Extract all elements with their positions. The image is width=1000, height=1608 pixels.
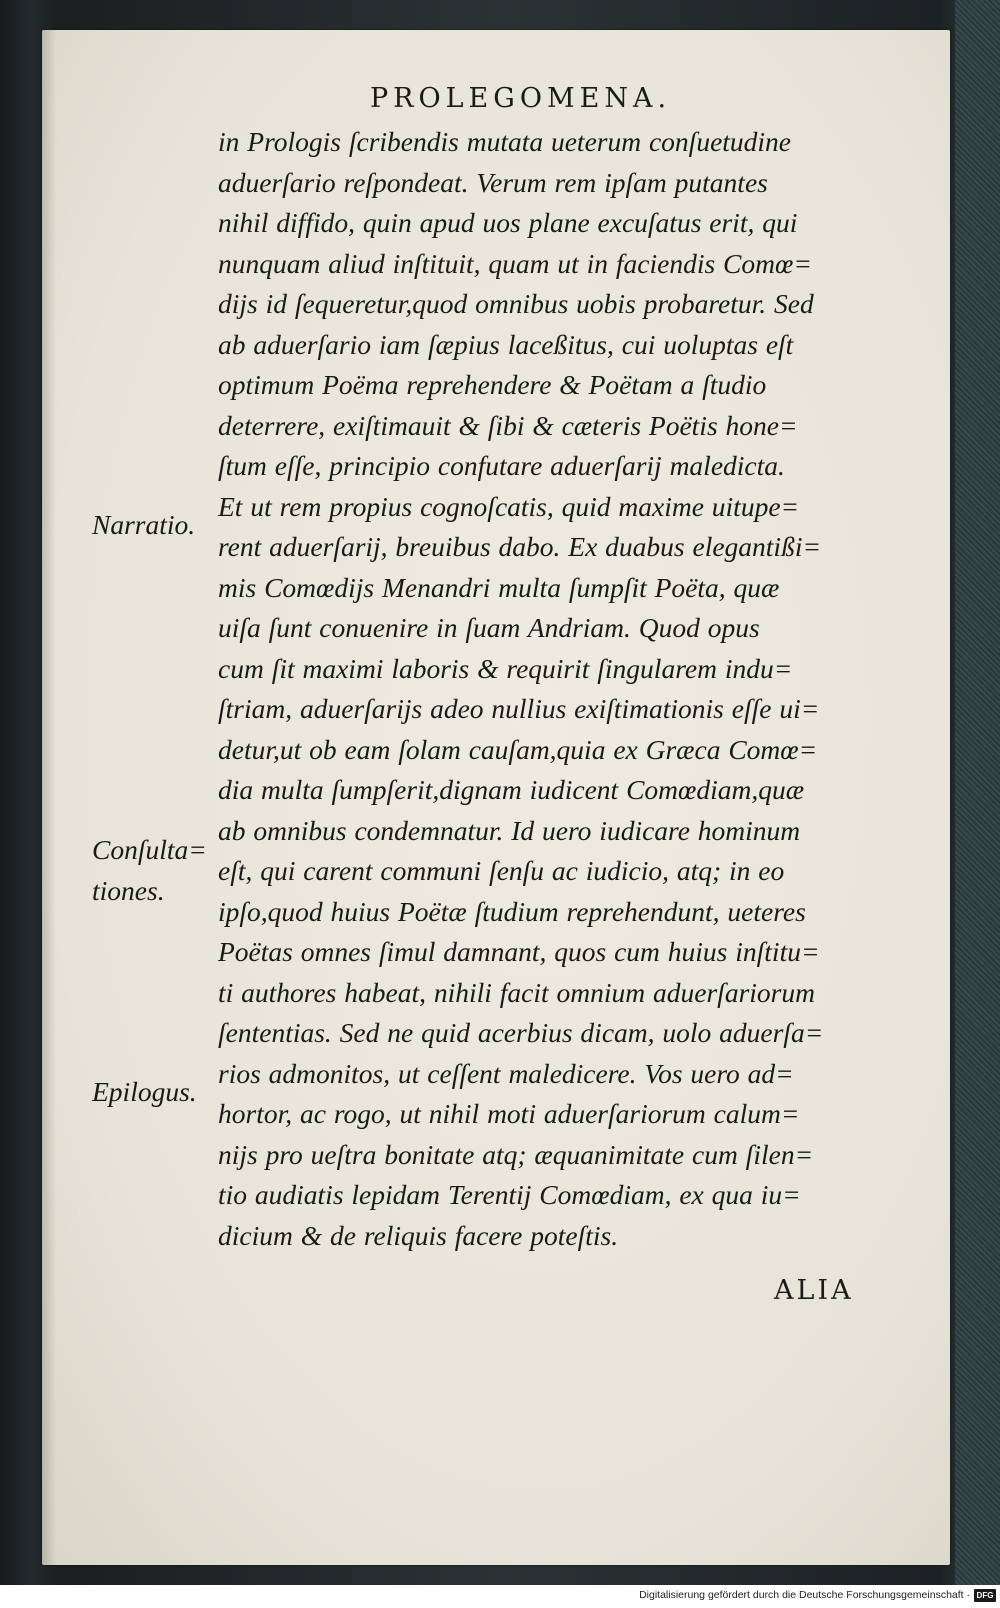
text-line: hortor, ac rogo, ut nihil moti aduerſariorum calum= (218, 1098, 800, 1129)
text-line: aduerſario reſpondeat. Verum rem ipſam putantes (218, 166, 768, 198)
text-line: in Prologis ſcribendis mutata ueterum conſuetudine (218, 126, 792, 157)
text-line: nihil diffido, quin apud uos plane excuſatus erit, qui (218, 207, 798, 238)
text-line: rios admonitos, ut ceſſent maledicere. Vos uero ad= (218, 1057, 794, 1089)
page-gutter-shadow (42, 30, 56, 1565)
text-line: optimum Poëma reprehendere & Poëtam a ſtudio (218, 369, 767, 400)
text-line: dijs id ſequeretur,quod omnibus uobis probaretur. Sed (218, 288, 814, 319)
text-line: eſt, qui carent communi ſenſu ac iudicio, atq; in eo (218, 855, 785, 886)
text-line: cum ſit maximi laboris & requirit ſingularem indu= (218, 652, 793, 684)
text-line: ti authores habeat, nihili facit omnium aduerſariorum (218, 976, 815, 1008)
text-line: nijs pro ueſtra bonitate atq; æquanimitate cum ſilen= (218, 1138, 814, 1170)
text-line: ſtum eſſe, principio confutare aduerſarij maledicta. (218, 450, 785, 481)
catchword: ALIA (774, 1275, 854, 1306)
text-line: rent aduerſarij, breuibus dabo. Ex duabus elegantißi= (218, 531, 822, 562)
digitization-footer (0, 1585, 1000, 1608)
text-line: ipſo,quod huius Poëtæ ſtudium reprehendunt, ueteres (218, 895, 806, 927)
marginal-note-consultationes-line-2: tiones. (92, 874, 165, 906)
text-line: Et ut rem propius cognoſcatis, quid maxime uitupe= (218, 490, 800, 522)
marginal-note-narratio: Narratio. (92, 509, 196, 540)
running-head: PROLEGOMENA. (370, 83, 672, 114)
text-line: detur,ut ob eam ſolam cauſam,quia ex Græca Comœ= (218, 733, 818, 765)
text-line: ab aduerſario iam ſæpius laceßitus, cui uoluptas eſt (218, 328, 794, 360)
text-line: dicium & de reliquis facere poteſtis. (218, 1219, 619, 1251)
marginal-note-consultationes (92, 830, 207, 911)
text-line: Poëtas omnes ſimul damnant, quos cum huius inſtitu= (218, 936, 820, 967)
marginal-note-epilogus: Epilogus. (92, 1076, 197, 1107)
text-line: ſtriam, aduerſarijs adeo nullius exiſtimationis eſſe ui= (218, 693, 820, 724)
text-line: ſententias. Sed ne quid acerbius dicam, uolo aduerſa= (218, 1017, 824, 1048)
text-line: mis Comœdijs Menandri multa ſumpſit Poëta, quæ (218, 571, 780, 603)
text-line: nunquam aliud inſtituit, quam ut in faciendis Comœ= (218, 247, 812, 279)
funding-credit: Digitalisierung gefördert durch die Deutsche Forschungsgemeinschaft · (639, 1589, 970, 1601)
text-line: dia multa ſumpſerit,dignam iudicent Comœdiam,quæ (218, 774, 805, 805)
body-text (218, 122, 878, 1256)
text-line: uiſa ſunt conuenire in ſuam Andriam. Quod opus (218, 612, 760, 643)
dfg-logo: DFG (974, 1589, 996, 1602)
binding-cloth (955, 0, 1000, 1585)
text-line: ab omnibus condemnatur. Id uero iudicare hominum (218, 814, 801, 846)
text-line: tio audiatis lepidam Terentij Comœdiam, ex qua iu= (218, 1179, 801, 1210)
text-line: deterrere, exiſtimauit & ſibi & cæteris Poëtis hone= (218, 409, 798, 441)
marginal-note-consultationes-line-1: Conſulta= (92, 834, 207, 865)
